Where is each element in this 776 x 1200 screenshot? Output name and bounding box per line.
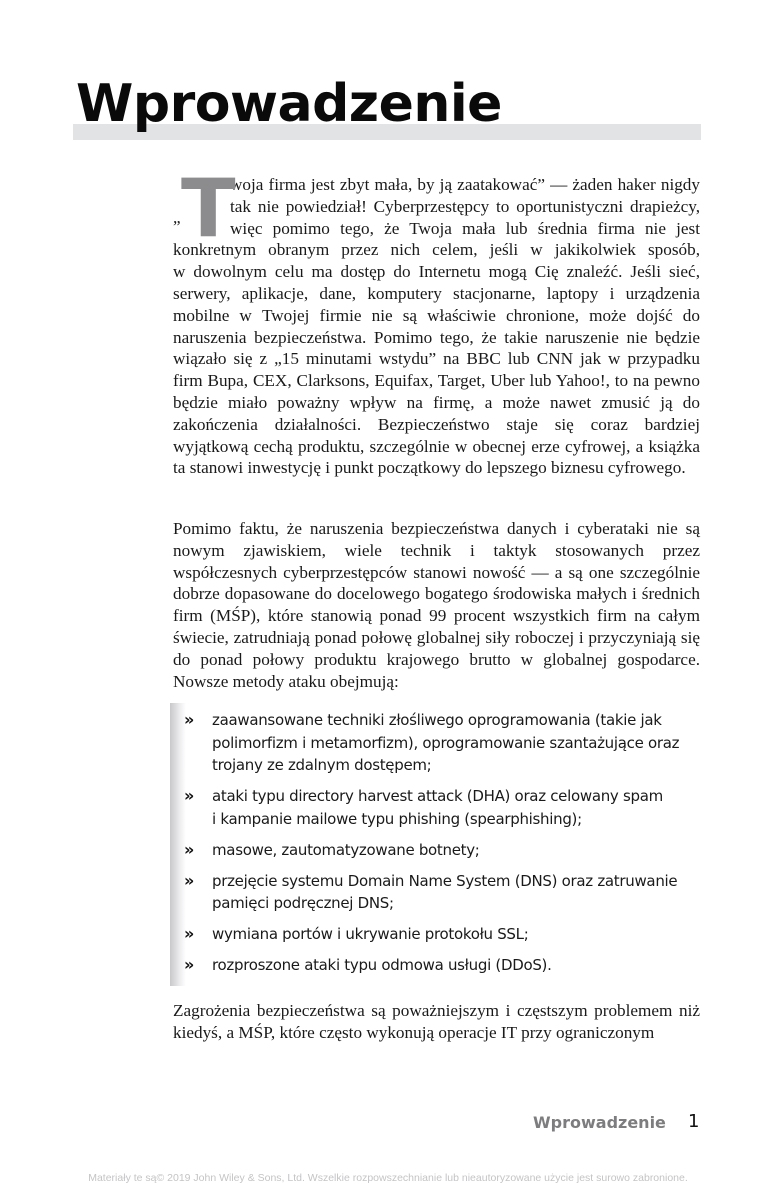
list-item-text: wymiana portów i ukrywanie protokołu SSL; [212,925,529,943]
paragraph-threats-text: Zagrożenia bezpieczeństwa są poważniejszym i częstszym problemem niż kiedyś, a MŚP, które często wykonują operacje IT przy ograniczonym [173,1001,700,1042]
list-item [184,709,694,777]
attack-methods-list [184,709,694,985]
list-item [184,870,694,915]
dropcap-block [173,162,236,255]
list-item-text: masowe, zautomatyzowane botnety; [212,840,480,859]
list-item-text: zaawansowane techniki złośliwego oprogramowania (takie jak polimorfizm i metamorfizm), oprogramowanie szantażujące oraz trojany ze zdalnym dostępem; [212,711,680,774]
opening-quote-mark: ” [173,217,181,236]
list-item-text: ataki typu directory harvest attack (DHA) oraz celowany spam i kampanie mailowe typu phishing (spearphishing); [212,787,663,828]
double-chevron-icon: » [184,955,195,974]
list-item-text: przejęcie systemu Domain Name System (DNS) oraz zatruwanie pamięci podręcznej DNS; [212,871,678,912]
list-item-text: rozproszone ataki typu odmowa usługi (DDoS). [212,956,552,974]
paragraph-attacks-text: Pomimo faktu, że naruszenia bezpieczeństwa danych i cyberataki nie są nowym zjawiskiem, wiele technik i taktyk stosowanych przez współczesnych cyberprzestępców stanowi nowość — a są one szczególnie dobrze dopasowane do docelowego bogatego środowiska małych i średnich firm (MŚP), które stanowią ponad 99 procent wszystkich firm na całym świecie, zatrudniają ponad połowę globalnej siły roboczej i przyczyniają się do ponad połowy produktu krajowego brutto w globalnej gospodarce. Nowsze metody ataku obejmują: [173,519,700,691]
chapter-title: Wprowadzenie [76,74,502,134]
intro-paragraph-text: woja firma jest zbyt mała, by ją zaatakować” — żaden haker nigdy tak nie powiedział! Cyberprzestępcy to oportunistyczni drapieżcy, więc pomimo tego, że Twoja mała lub średnia firma nie jest konkretnym obranym przez nich celem, jeśli w jakikolwiek sposób, w dowolnym celu ma dostęp do Internetu mogą Cię znaleźć. Jeśli sieć, serwery, aplikacje, dane, komputery stacjonarne, laptopy i urządzenia mobilne w Twojej firmie nie są właściwie chronione, może dojść do naruszenia bezpieczeństwa. Pomimo tego, że takie naruszenie nie będzie wiązało się z „15 minutami wstydu” na BBC lub CNN jak w przypadku firm Bupa, CEX, Clarksons, Equifax, Target, Uber lub Yahoo!, to na pewno będzie miało poważny wpływ na firmę, a może nawet zmusić ją do zakończenia działalności. Bezpieczeństwo staje się coraz bardziej wyjątkową cechą produktu, szczególnie w obecnej erze cyfrowej, a książka ta stanowi inwestycję i punkt początkowy do lepszego biznesu cyfrowego. [173,175,700,478]
list-item [184,839,694,862]
double-chevron-icon: » [184,786,195,805]
paragraph-threats [173,1000,700,1044]
page-number: 1 [688,1111,700,1132]
dropcap-letter: T [181,162,236,255]
list-item [184,923,694,946]
attack-methods-list-box [170,703,700,986]
copyright-notice: Materiały te są© 2019 John Wiley & Sons, Ltd. Wszelkie rozpowszechnianie lub nieautoryzowane użycie jest surowo zabronione. [88,1172,688,1184]
double-chevron-icon: » [184,710,195,729]
intro-paragraph [173,162,700,479]
running-footer-title: Wprowadzenie [533,1113,666,1132]
double-chevron-icon: » [184,924,195,943]
list-item [184,785,694,830]
list-item [184,954,694,977]
paragraph-attacks [173,518,700,692]
double-chevron-icon: » [184,870,195,890]
double-chevron-icon: » [184,839,195,859]
